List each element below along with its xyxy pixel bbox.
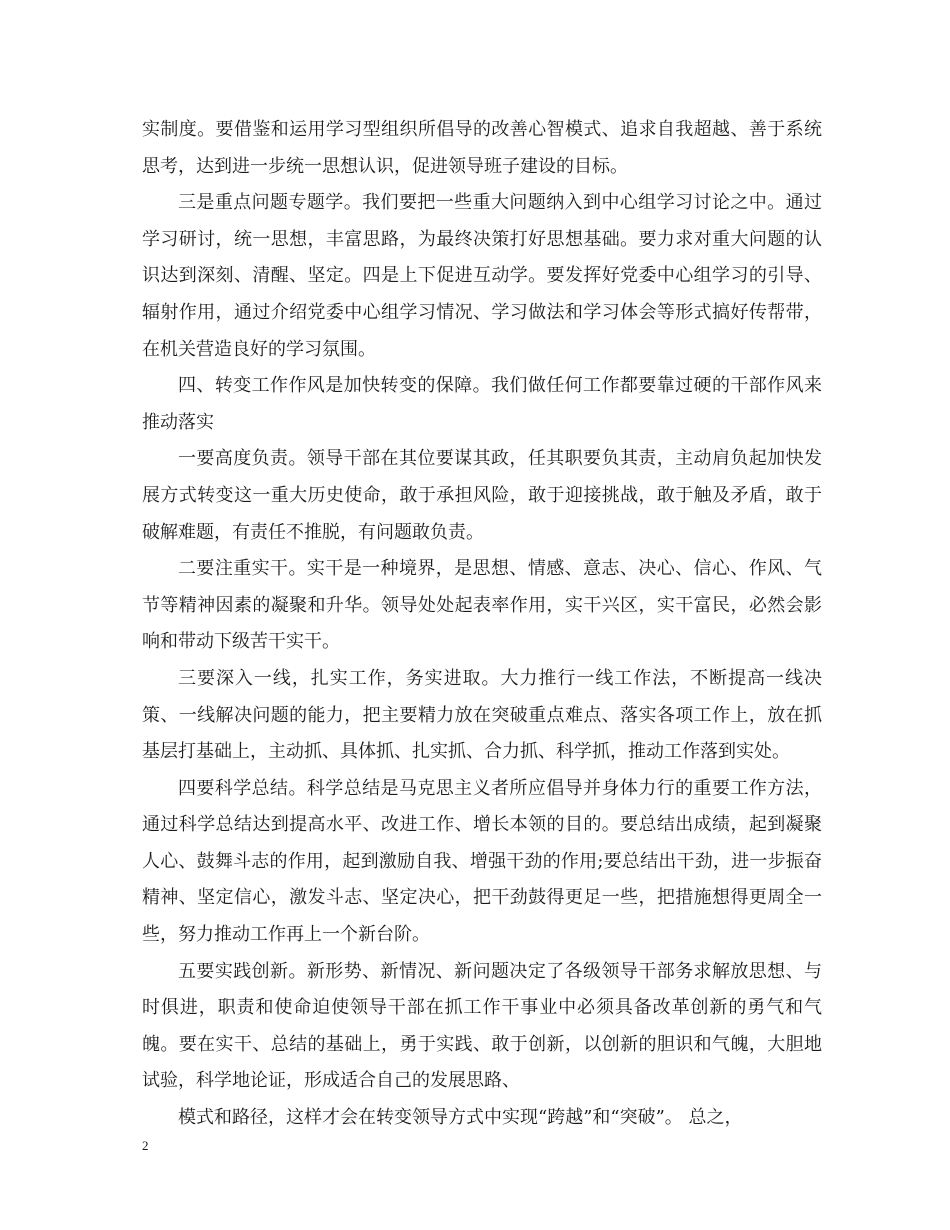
paragraph-2: 三是重点问题专题学。我们要把一些重大问题纳入到中心组学习讨论之中。通过学习研讨，统一思想，丰富思路，为最终决策打好思想基础。要力求对重大问题的认识达到深刻、清醒、坚定。四是上下促进互动学。要发挥好党委中心组学习的引导、辐射作用，通过介绍党委中心组学习情况、学习做法和学习体会等形式搞好传帮带，在机关营造良好的学习氛围。 [142, 192, 822, 360]
page-number: 2 [142, 1138, 149, 1153]
document-body [142, 112, 822, 1137]
paragraph-7: 四要科学总结。科学总结是马克思主义者所应倡导并身体力行的重要工作方法，通过科学总结达到提高水平、改进工作、增长本领的目的。要总结出成绩，起到凝聚人心、鼓舞斗志的作用，起到激励自我、增强干劲的作用;要总结出干劲，进一步振奋精神、坚定信心，激发斗志、坚定决心，把干劲鼓得更足一些，把措施想得更周全一些，努力推动工作再上一个新台阶。 [142, 777, 822, 946]
paragraph-3: 四、转变工作作风是加快转变的保障。我们做任何工作都要靠过硬的干部作风来推动落实 [142, 375, 822, 433]
paragraph-6: 三要深入一线，扎实工作，务实进取。大力推行一线工作法，不断提高一线决策、一线解决问题的能力，把主要精力放在突破重点难点、落实各项工作上，放在抓基层打基础上，主动抓、具体抓、扎实抓、合力抓、科学抓，推动工作落到实处。 [142, 667, 822, 763]
paragraph-4: 一要高度负责。领导干部在其位要谋其政，任其职要负其责，主动肩负起加快发展方式转变这一重大历史使命，敢于承担风险，敢于迎接挑战，敢于触及矛盾，敢于破解难题，有责任不推脱，有问题敢负责。 [142, 448, 822, 543]
paragraph-1: 实制度。要借鉴和运用学习型组织所倡导的改善心智模式、追求自我超越、善于系统思考，达到进一步统一思想认识，促进领导班子建设的目标。 [142, 119, 822, 177]
paragraph-5: 二要注重实干。实干是一种境界，是思想、情感、意志、决心、信心、作风、气节等精神因素的凝聚和升华。领导处处起表率作用，实干兴区，实干富民，必然会影响和带动下级苦干实干。 [142, 558, 822, 653]
paragraph-9: 模式和路径，这样才会在转变领导方式中实现“跨越”和“突破”。 总之， [178, 1107, 743, 1129]
paragraph-8: 五要实践创新。新形势、新情况、新问题决定了各级领导干部务求解放思想、与时俱进，职责和使命迫使领导干部在抓工作干事业中必须具备改革创新的勇气和气魄。要在实干、总结的基础上，勇于实践、敢于创新，以创新的胆识和气魄，大胆地试验，科学地论证，形成适合自己的发展思路、 [142, 960, 822, 1092]
